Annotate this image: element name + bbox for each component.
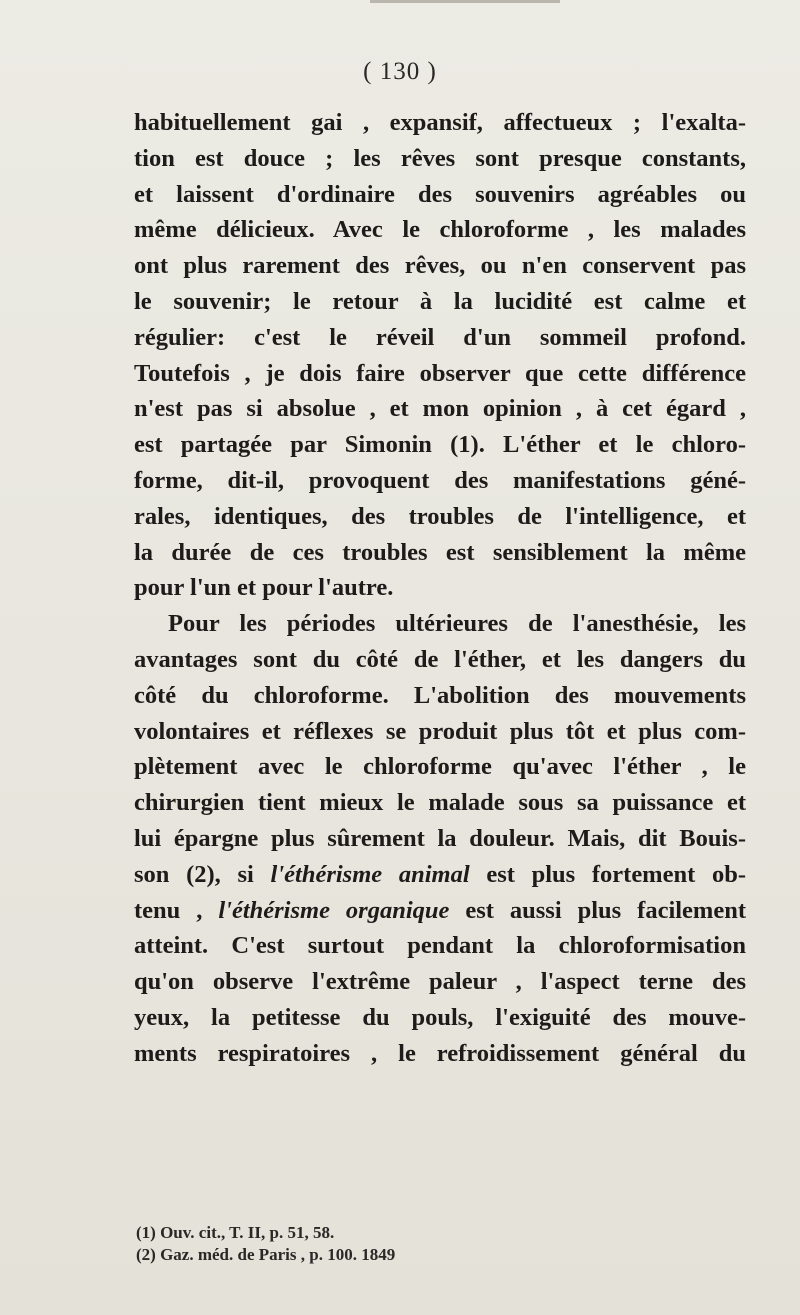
footnote: (2) Gaz. méd. de Paris , p. 100. 1849 bbox=[136, 1245, 396, 1264]
text-line: tion est douce ; les rêves sont presque constants, bbox=[134, 144, 746, 172]
paragraph-end-line: pour l'un et pour l'autre. bbox=[134, 574, 394, 602]
text-line: avantages sont du côté de l'éther, et les dangers du bbox=[134, 645, 746, 673]
italic-term: l'éthérisme organique bbox=[218, 896, 450, 924]
text-line: ments respiratoires , le refroidissement général du bbox=[134, 1039, 746, 1067]
page-number: ( 130 ) bbox=[363, 58, 437, 85]
footnotes bbox=[136, 1222, 736, 1266]
text-segment: tenu , bbox=[134, 896, 219, 924]
body-text bbox=[134, 105, 746, 1072]
text-segment: est plus fortement ob- bbox=[469, 860, 746, 888]
text-segment: son (2), si bbox=[134, 860, 271, 888]
text-line-with-italic bbox=[134, 893, 746, 929]
footnote: (1) Ouv. cit., T. II, p. 51, 58. bbox=[136, 1223, 335, 1242]
text-line: côté du chloroforme. L'abolition des mouvements bbox=[134, 681, 746, 709]
text-segment: est aussi plus facilement bbox=[449, 896, 746, 924]
text-line: volontaires et réflexes se produit plus tôt et plus com- bbox=[134, 717, 746, 745]
top-edge-rule bbox=[370, 0, 560, 3]
text-line: forme, dit-il, provoquent des manifestations géné- bbox=[134, 466, 746, 494]
text-line: ont plus rarement des rêves, ou n'en conservent pas bbox=[134, 252, 746, 280]
text-line: le souvenir; le retour à la lucidité est calme et bbox=[134, 287, 746, 315]
text-line: n'est pas si absolue , et mon opinion , à cet égard , bbox=[134, 395, 746, 423]
text-line: plètement avec le chloroforme qu'avec l'éther , le bbox=[134, 753, 746, 781]
text-line-with-italic bbox=[134, 857, 746, 893]
text-line: la durée de ces troubles est sensiblement la même bbox=[134, 538, 746, 566]
italic-term: l'éthérisme animal bbox=[270, 860, 470, 888]
text-line: régulier: c'est le réveil d'un sommeil profond. bbox=[134, 323, 746, 351]
text-line: même délicieux. Avec le chloroforme , les malades bbox=[134, 216, 746, 244]
text-line: qu'on observe l'extrême paleur , l'aspect terne des bbox=[134, 968, 746, 996]
text-line: est partagée par Simonin (1). L'éther et le chloro- bbox=[134, 431, 746, 459]
text-line: Toutefois , je dois faire observer que cette différence bbox=[134, 359, 746, 387]
text-line: atteint. C'est surtout pendant la chloroformisation bbox=[134, 932, 746, 960]
paragraph-start-line: Pour les périodes ultérieures de l'anesthésie, les bbox=[168, 610, 746, 638]
text-line: yeux, la petitesse du pouls, l'exiguité des mouve- bbox=[134, 1003, 746, 1031]
text-line: rales, identiques, des troubles de l'intelligence, et bbox=[134, 502, 746, 530]
text-line: et laissent d'ordinaire des souvenirs agréables ou bbox=[134, 180, 746, 208]
text-line: habituellement gai , expansif, affectueux ; l'exalta- bbox=[134, 109, 746, 136]
text-line: lui épargne plus sûrement la douleur. Mais, dit Bouis- bbox=[134, 824, 746, 852]
text-line: chirurgien tient mieux le malade sous sa puissance et bbox=[134, 789, 746, 817]
